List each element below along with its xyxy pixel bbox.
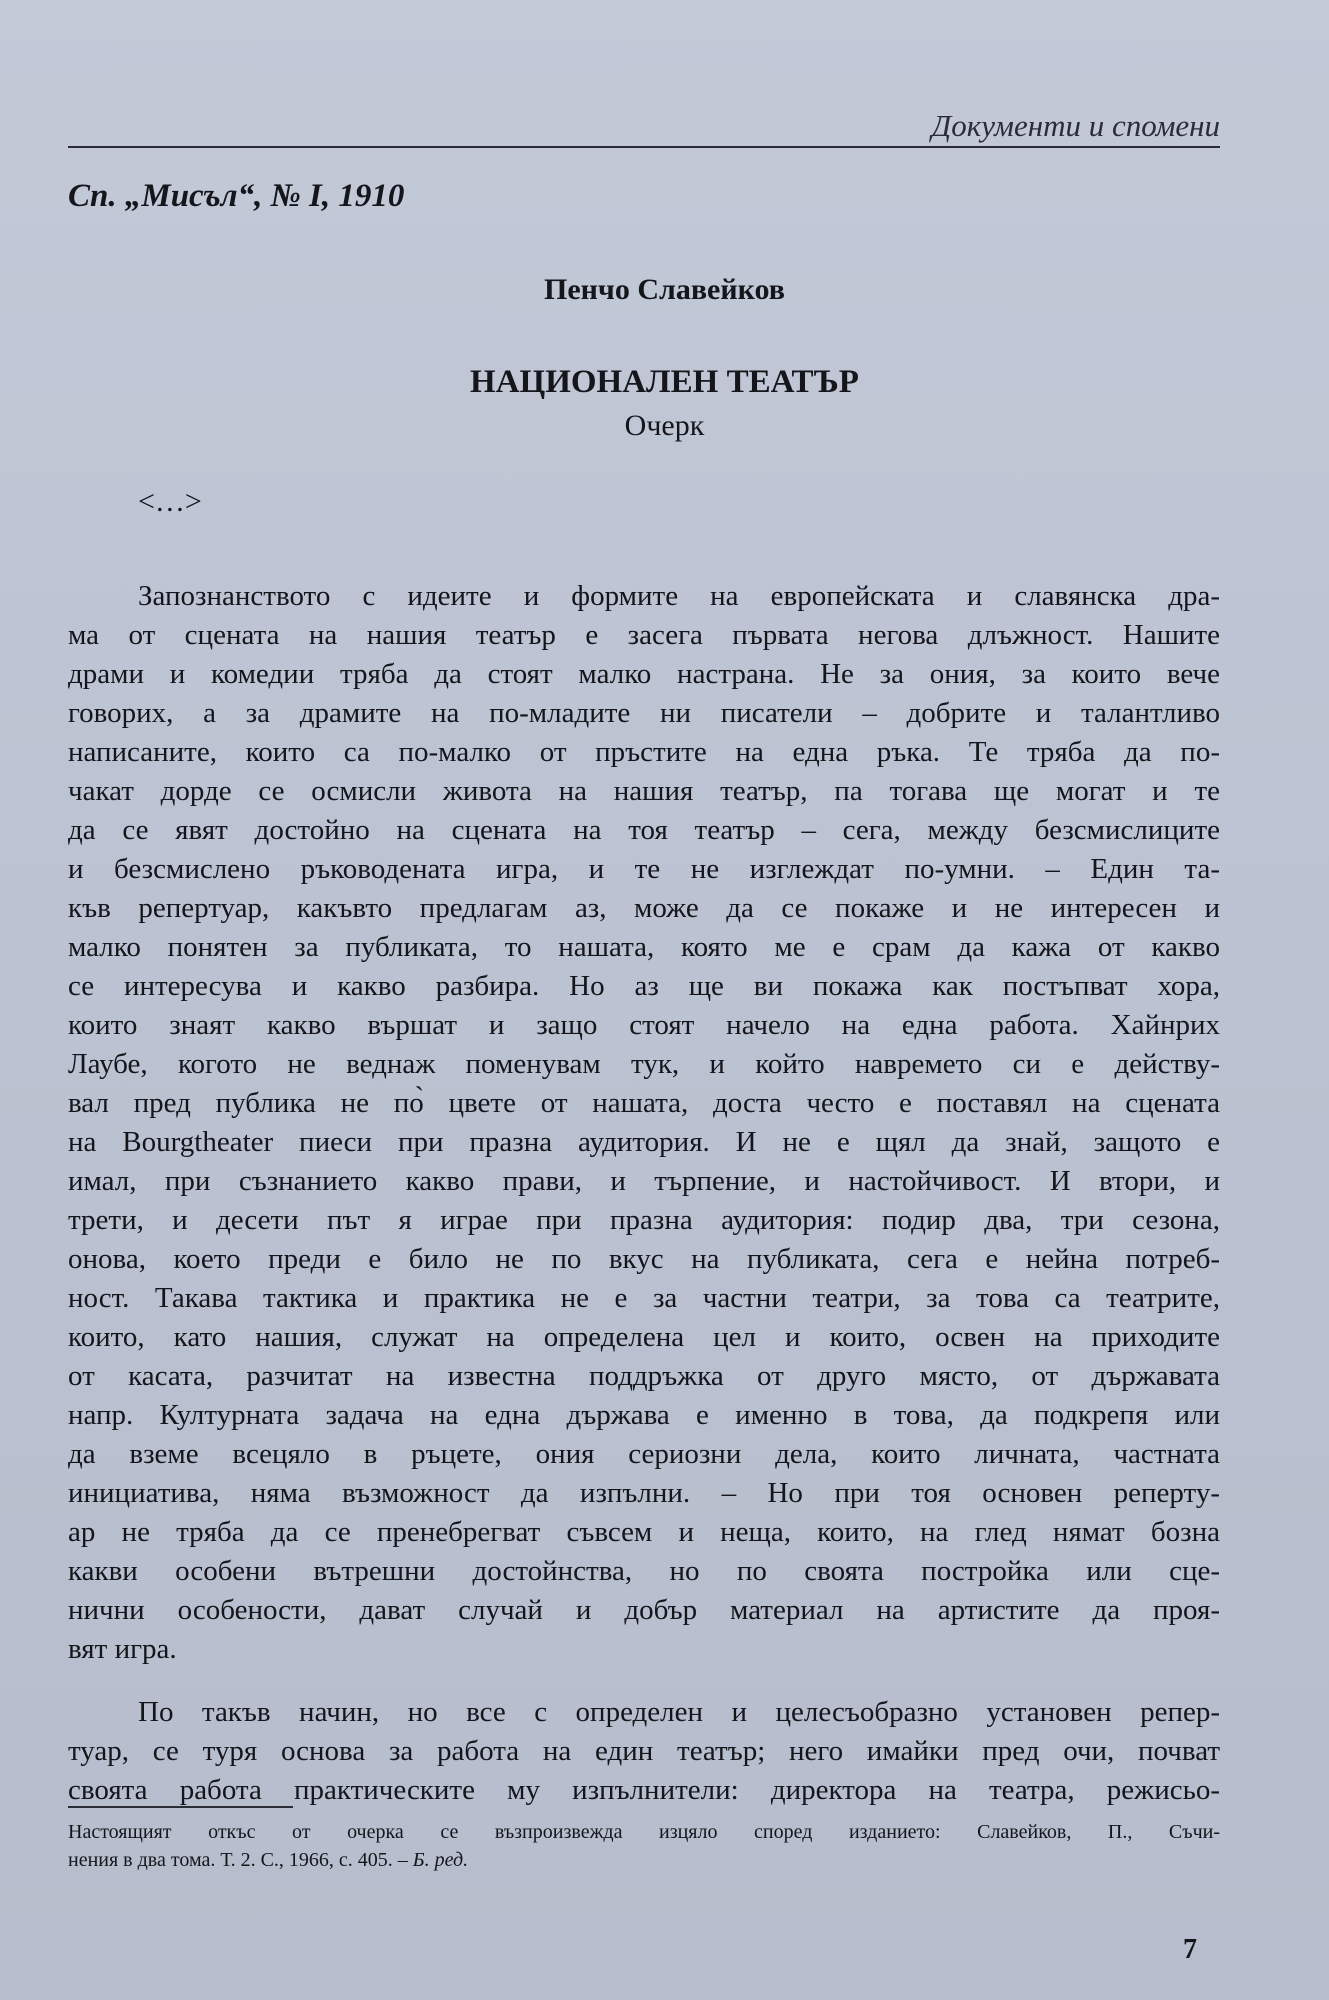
text-line: ар не тряба да се пренебрегват съвсем и неща, които, на глед нямат бозна: [68, 1516, 1220, 1548]
header-section-title: Документи и спомени: [931, 108, 1220, 143]
text-line: вал пред публика не по̀ цвете от нашата, доста често е поставял на сцената: [68, 1087, 1220, 1119]
text-line: написаните, които са по-малко от пръстите на една ръка. Те тряба да по-: [68, 736, 1220, 768]
text-line: туар, се туря основа за работа на един театър; него имайки пред очи, почват: [68, 1735, 1220, 1767]
text-line: какви особени вътрешни достойнства, но по своята постройка или сце-: [68, 1555, 1220, 1587]
text-line: трети, и десети път я играе при празна аудитория: подир два, три сезона,: [68, 1204, 1220, 1236]
text-line: и безсмислено ръководената игра, и те не изглеждат по-умни. – Един та-: [68, 853, 1220, 885]
text-line: ност. Такава тактика и практика не е за частни театри, за това са театрите,: [68, 1282, 1220, 1314]
text-line: се интересува и какво разбира. Но аз ще ви покажа как постъпват хора,: [68, 970, 1220, 1002]
article-genre: Очерк: [624, 409, 705, 442]
text-line: говорих, а за драмите на по-младите ни писатели – добрите и талантливо: [68, 697, 1220, 729]
footnote-divider: [68, 1806, 293, 1808]
footnote: [68, 1818, 1220, 1874]
page-number: 7: [1183, 1934, 1197, 1965]
text-line: чакат дорде се осмисли живота на нашия театър, па тогава ще могат и те: [68, 775, 1220, 807]
footnote-line: Настоящият откъс от очерка се възпроизвежда изцяло според изданието: Славейков, П., Съчи-: [68, 1821, 1220, 1843]
text-line: инициатива, няма възможност да изпълни. – Но при тоя основен реперту-: [68, 1477, 1220, 1509]
text-line: които знаят какво вършат и защо стоят начело на една работа. Хайнрих: [68, 1009, 1220, 1041]
paragraph-gap: [68, 1669, 1220, 1693]
text-line: Запознанството с идеите и формите на европейската и славянска дра-: [138, 580, 1220, 612]
omission-mark: <…>: [138, 485, 202, 518]
text-line: драми и комедии тряба да стоят малко настрана. Не за ония, за които вече: [68, 658, 1220, 690]
text-line: своята работа практическите му изпълнители: директора на театра, режисьо-: [68, 1774, 1220, 1806]
text-line: ма от сцената на нашия театър е засега първата негова длъжност. Нашите: [68, 619, 1220, 651]
footnote-line: [68, 1846, 1220, 1874]
text-line: Лаубе, когото не веднаж поменувам тук, и който навремето си е действу-: [68, 1048, 1220, 1080]
text-line: нични особености, дават случай и добър материал на артистите да проя-: [68, 1594, 1220, 1626]
source-citation: Сп. „Мисъл“, № I, 1910: [68, 178, 405, 214]
footnote-editor-note: Б. ред.: [412, 1849, 469, 1871]
text-line: онова, което преди е било не по вкус на публиката, сега е нейна потреб-: [68, 1243, 1220, 1275]
text-line: малко понятен за публиката, то нашата, която ме е срам да кажа от какво: [68, 931, 1220, 963]
text-line: вят игра.: [68, 1633, 177, 1665]
text-line: на Bourgtheater пиеси при празна аудитория. И не е щял да знай, защото е: [68, 1126, 1220, 1158]
footnote-citation: нения в два тома. Т. 2. С., 1966, с. 405. –: [68, 1849, 413, 1871]
article-body: [68, 577, 1220, 1810]
article-title: НАЦИОНАЛЕН ТЕАТЪР: [470, 364, 859, 400]
text-line: от касата, разчитат на известна поддръжка от друго място, от държавата: [68, 1360, 1220, 1392]
running-header: [68, 108, 1220, 148]
paragraph-1: [68, 577, 1220, 1669]
paragraph-2: [68, 1693, 1220, 1810]
text-line: По такъв начин, но все с определен и целесъобразно установен репер-: [138, 1696, 1220, 1728]
author-name: Пенчо Славейков: [544, 273, 785, 306]
text-line: които, като нашия, служат на определена цел и които, освен на приходите: [68, 1321, 1220, 1353]
text-line: да вземе всецяло в ръцете, ония сериозни дела, които личната, частната: [68, 1438, 1220, 1470]
text-line: напр. Културната задача на една държава е именно в това, да подкрепя или: [68, 1399, 1220, 1431]
text-line: имал, при съзнанието какво прави, и търпение, и настойчивост. И втори, и: [68, 1165, 1220, 1197]
text-line: да се явят достойно на сцената на тоя театър – сега, между безсмислиците: [68, 814, 1220, 846]
text-line: къв репертуар, какъвто предлагам аз, може да се покаже и не интересен и: [68, 892, 1220, 924]
